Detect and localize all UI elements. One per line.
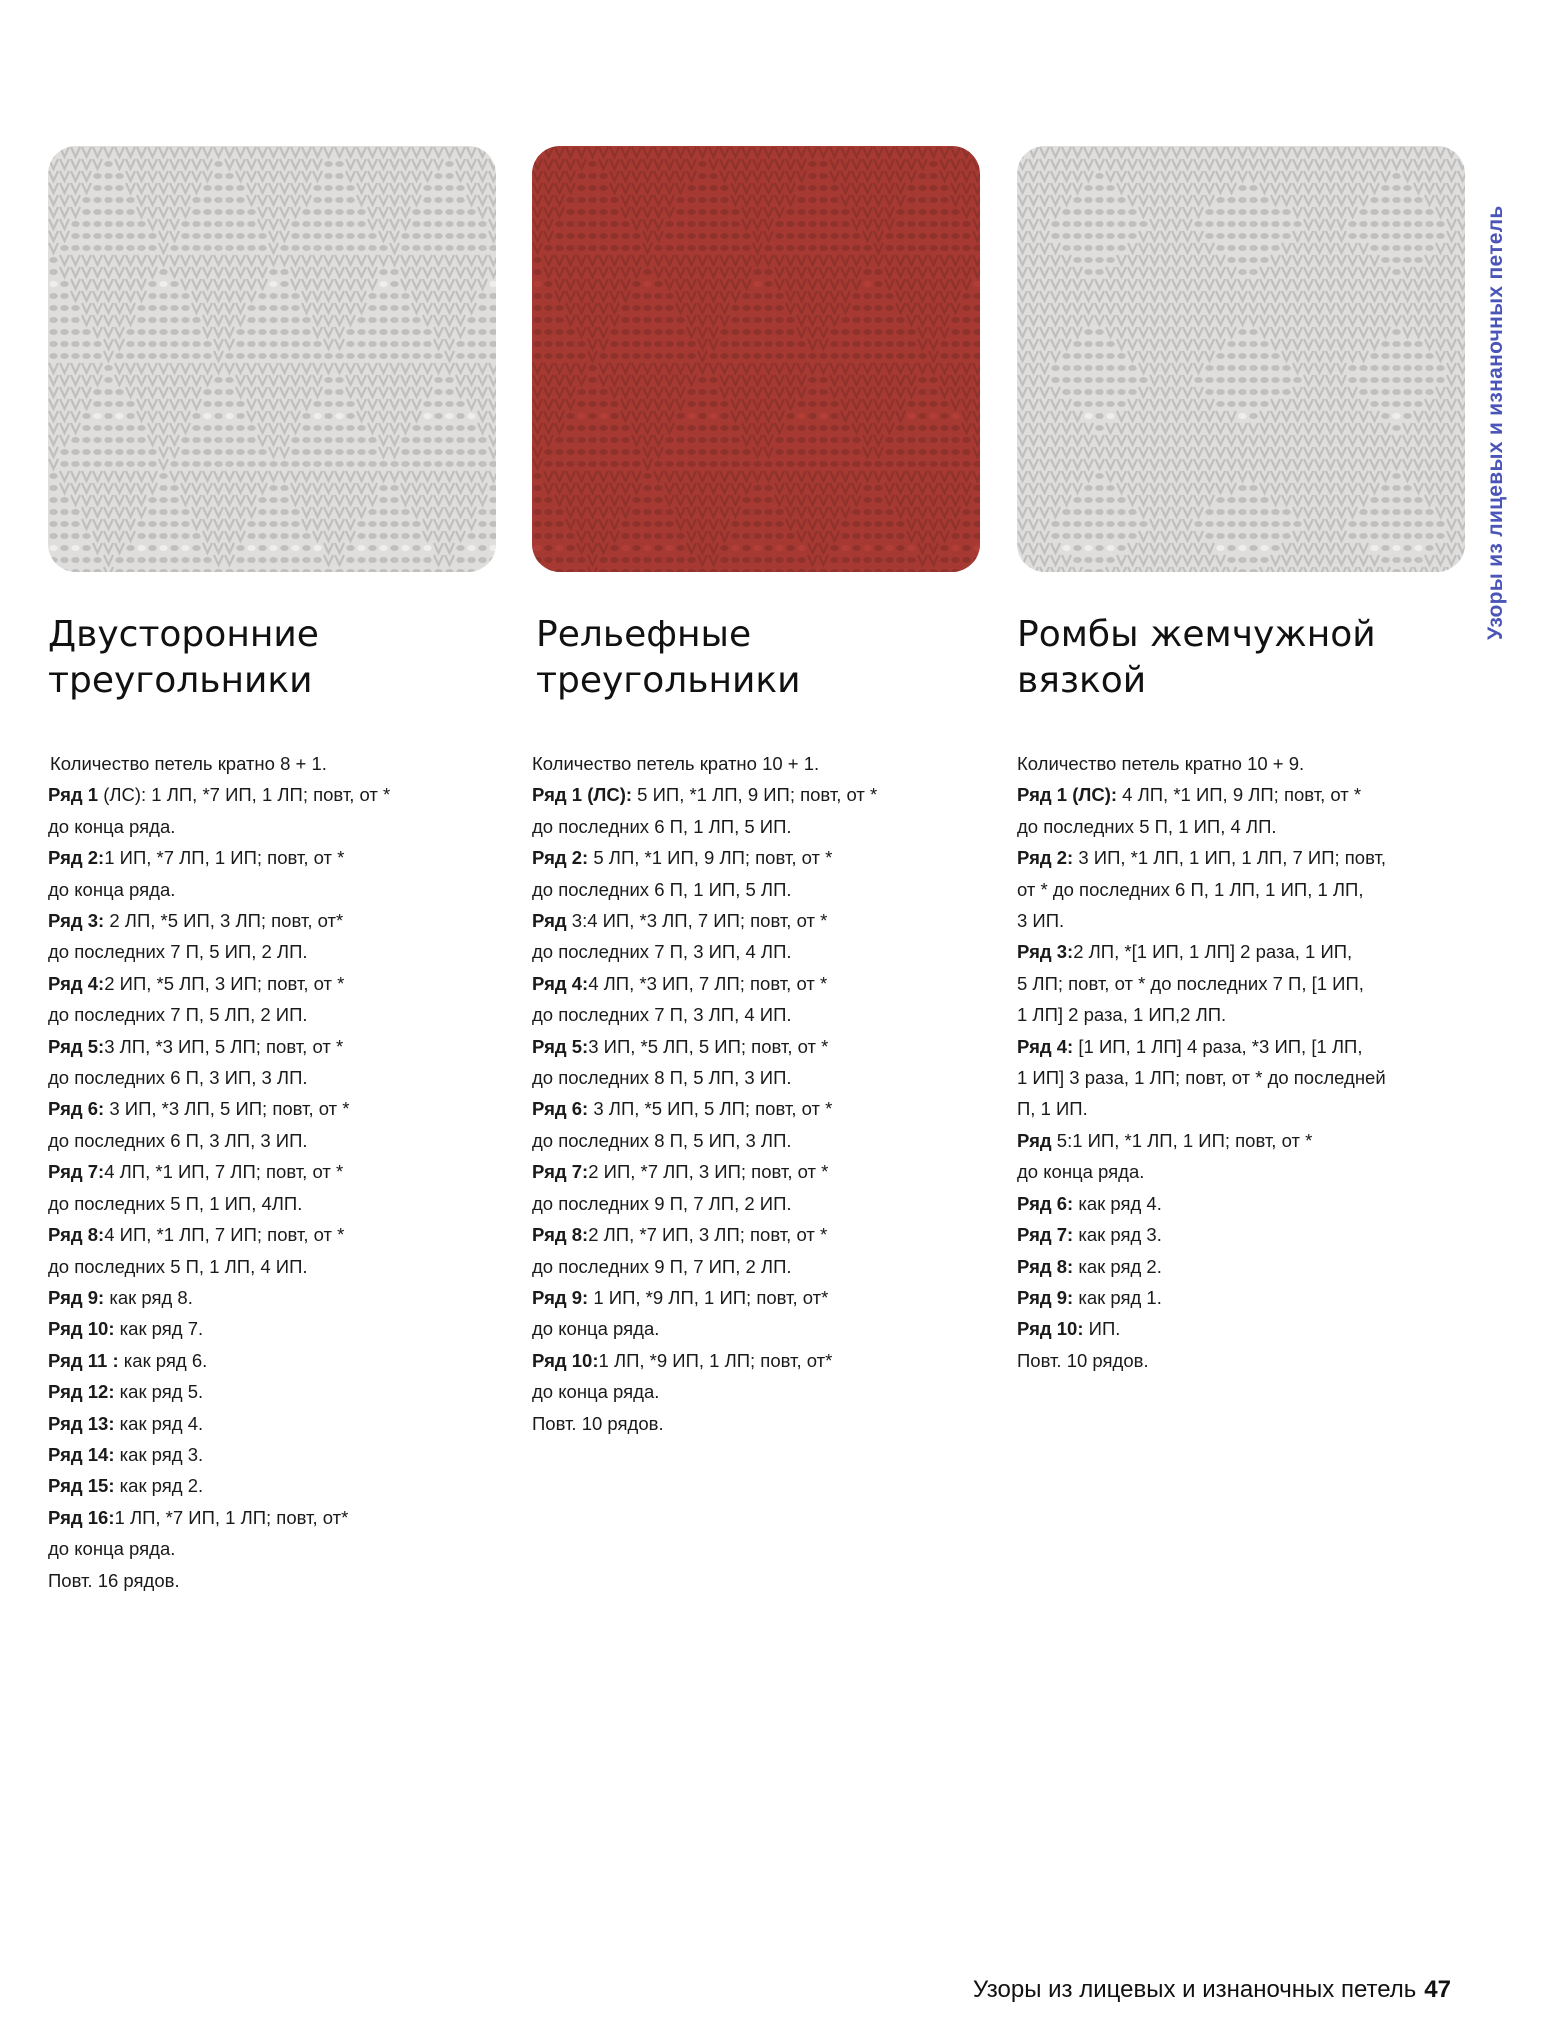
row-text: до конца ряда.: [532, 1381, 660, 1403]
row-text: [1 ИП, 1 ЛП] 4 раза, *3 ИП, [1 ЛП,: [1073, 1035, 1363, 1057]
instruction-line: [1017, 1093, 1487, 1124]
row-text: 5:1 ИП, *1 ЛП, 1 ИП; повт, от *: [1051, 1129, 1313, 1151]
row-text: до последних 9 П, 7 ИП, 2 ЛП.: [532, 1255, 792, 1277]
row-text: 3:4 ИП, *3 ЛП, 7 ИП; повт, от *: [566, 910, 828, 932]
instruction-line: [1017, 1219, 1487, 1250]
row-text: как ряд 2.: [114, 1475, 204, 1497]
row-label: Ряд 1: [48, 784, 99, 806]
instruction-line: [1017, 748, 1487, 779]
instruction-line: [48, 748, 518, 779]
knit-texture: [1017, 146, 1465, 572]
row-text: как ряд 1.: [1073, 1286, 1162, 1308]
row-text: до последних 7 П, 5 ИП, 2 ЛП.: [48, 941, 308, 963]
instruction-line: [48, 968, 518, 999]
row-text: от * до последних 6 П, 1 ЛП, 1 ИП, 1 ЛП,: [1017, 878, 1364, 900]
instruction-line: [48, 1156, 518, 1187]
row-text: до последних 6 П, 3 ЛП, 3 ИП.: [48, 1129, 308, 1151]
row-text: Повт. 10 рядов.: [532, 1412, 664, 1434]
row-text: Количество петель кратно 10 + 1.: [532, 753, 820, 774]
row-text: до конца ряда.: [48, 1538, 176, 1560]
instruction-line: [48, 779, 518, 810]
row-label: Ряд 5:: [532, 1035, 589, 1057]
row-label: Ряд 3:: [48, 910, 105, 932]
row-label: Ряд 8:: [48, 1224, 105, 1246]
row-text: до конца ряда.: [48, 815, 176, 837]
row-label: Ряд 10:: [532, 1349, 599, 1371]
instruction-line: [1017, 1188, 1487, 1219]
row-text: 1 ИП, *7 ЛП, 1 ИП; повт, от *: [104, 847, 345, 869]
row-text: как ряд 8.: [104, 1286, 193, 1308]
instruction-line: [48, 1093, 518, 1124]
pattern-instructions-2: [532, 748, 1002, 1439]
row-text: Повт. 10 рядов.: [1017, 1349, 1149, 1371]
row-text: до последних 8 П, 5 ЛП, 3 ИП.: [532, 1067, 792, 1089]
row-text: 2 ЛП, *7 ИП, 3 ЛП; повт, от *: [588, 1224, 828, 1246]
row-text: до последних 7 П, 3 ЛП, 4 ИП.: [532, 1004, 792, 1026]
swatch-photo-3: [1017, 146, 1465, 572]
instruction-line: [48, 1533, 518, 1564]
row-label: Ряд 5:: [48, 1035, 105, 1057]
row-text: 4 ЛП, *1 ИП, 9 ЛП; повт, от *: [1117, 784, 1362, 806]
row-label: Ряд 11 :: [48, 1349, 119, 1371]
instruction-line: [48, 1376, 518, 1407]
instruction-line: [48, 1345, 518, 1376]
row-label: Ряд 6:: [48, 1098, 105, 1120]
instruction-line: [532, 1282, 1002, 1313]
row-text: до последних 6 П, 3 ИП, 3 ЛП.: [48, 1067, 308, 1089]
instruction-line: [1017, 811, 1487, 842]
row-label: Ряд 1 (ЛС):: [1017, 784, 1118, 806]
row-label: Ряд 7:: [48, 1161, 105, 1183]
instruction-line: [48, 936, 518, 967]
row-text: 4 ЛП, *1 ИП, 7 ЛП; повт, от *: [104, 1161, 344, 1183]
row-text: Повт. 16 рядов.: [48, 1569, 180, 1591]
row-text: 1 ИП, *9 ЛП, 1 ИП; повт, от*: [588, 1286, 829, 1308]
row-label: Ряд 10:: [48, 1318, 115, 1340]
instruction-line: [532, 936, 1002, 967]
row-text: 1 ЛП] 2 раза, 1 ИП,2 ЛП.: [1017, 1004, 1227, 1026]
row-text: до последних 5 П, 1 ЛП, 4 ИП.: [48, 1255, 308, 1277]
instruction-line: [532, 905, 1002, 936]
instruction-line: [48, 1188, 518, 1219]
pattern-instructions-1: [48, 748, 518, 1596]
row-text: до последних 8 П, 5 ИП, 3 ЛП.: [532, 1129, 792, 1151]
instruction-line: [532, 1345, 1002, 1376]
row-label: Ряд: [532, 910, 567, 932]
instruction-line: [48, 999, 518, 1030]
instruction-line: [1017, 968, 1487, 999]
instruction-line: [1017, 1031, 1487, 1062]
row-label: Ряд 4:: [532, 972, 589, 994]
row-text: как ряд 2.: [1073, 1255, 1162, 1277]
row-text: 3 ИП, *1 ЛП, 1 ИП, 1 ЛП, 7 ИП; повт,: [1073, 847, 1387, 869]
row-label: Ряд 13:: [48, 1412, 115, 1434]
row-text: до последних 6 П, 1 ЛП, 5 ИП.: [532, 815, 792, 837]
instruction-line: [532, 874, 1002, 905]
row-text: 5 ИП, *1 ЛП, 9 ИП; повт, от *: [632, 784, 878, 806]
row-label: Ряд 4:: [48, 972, 105, 994]
instruction-line: [48, 1470, 518, 1501]
row-text: 1 ЛП, *9 ИП, 1 ЛП; повт, от*: [598, 1349, 833, 1371]
instruction-line: [48, 1439, 518, 1470]
row-text: ИП.: [1083, 1318, 1121, 1340]
pattern-title-1: Двусторонние треугольники: [48, 614, 319, 701]
row-text: до последних 9 П, 7 ЛП, 2 ИП.: [532, 1192, 792, 1214]
row-text: до последних 7 П, 3 ИП, 4 ЛП.: [532, 941, 792, 963]
instruction-line: [532, 1093, 1002, 1124]
instruction-line: [48, 1031, 518, 1062]
instruction-line: [48, 1219, 518, 1250]
instruction-line: [532, 1251, 1002, 1282]
instruction-line: [532, 779, 1002, 810]
instruction-line: [532, 1188, 1002, 1219]
pattern-column-2: [532, 146, 1002, 1439]
row-text: 1 ЛП, *7 ИП, 1 ЛП; повт, от*: [114, 1506, 349, 1528]
instruction-line: [48, 1313, 518, 1344]
row-label: Ряд 15:: [48, 1475, 115, 1497]
row-label: Ряд 6:: [532, 1098, 589, 1120]
instruction-line: [1017, 999, 1487, 1030]
row-text: 5 ЛП, *1 ИП, 9 ЛП; повт, от *: [588, 847, 833, 869]
instruction-line: [1017, 1282, 1487, 1313]
instruction-line: [1017, 1251, 1487, 1282]
instruction-line: [532, 1408, 1002, 1439]
row-label: Ряд 14:: [48, 1443, 115, 1465]
row-text: 3 ЛП, *3 ИП, 5 ЛП; повт, от *: [104, 1035, 344, 1057]
row-text: 2 ЛП, *[1 ИП, 1 ЛП] 2 раза, 1 ИП,: [1073, 941, 1353, 963]
row-label: Ряд 8:: [1017, 1255, 1074, 1277]
knit-texture: [48, 146, 496, 572]
row-label: Ряд 10:: [1017, 1318, 1084, 1340]
instruction-line: [48, 874, 518, 905]
row-label: Ряд 12:: [48, 1381, 115, 1403]
row-text: до последних 7 П, 5 ЛП, 2 ИП.: [48, 1004, 308, 1026]
row-text: до последних 5 П, 1 ИП, 4ЛП.: [48, 1192, 303, 1214]
row-text: 3 ИП, *3 ЛП, 5 ИП; повт, от *: [104, 1098, 350, 1120]
row-text: до конца ряда.: [532, 1318, 660, 1340]
instruction-line: [48, 1062, 518, 1093]
instruction-line: [532, 1031, 1002, 1062]
row-text: Количество петель кратно 8 + 1.: [50, 753, 327, 774]
instruction-line: [1017, 1062, 1487, 1093]
instruction-line: [1017, 1125, 1487, 1156]
row-text: до конца ряда.: [1017, 1161, 1145, 1183]
instruction-line: [532, 811, 1002, 842]
instruction-line: [48, 1502, 518, 1533]
instruction-line: [532, 1376, 1002, 1407]
row-text: 5 ЛП; повт, от * до последних 7 П, [1 ИП,: [1017, 972, 1364, 994]
page-footer: [973, 1976, 1451, 2004]
instruction-line: [532, 748, 1002, 779]
row-text: как ряд 4.: [114, 1412, 204, 1434]
row-text: 1 ИП] 3 раза, 1 ЛП; повт, от * до последней: [1017, 1067, 1386, 1089]
row-text: (ЛС): 1 ЛП, *7 ИП, 1 ЛП; повт, от *: [98, 784, 391, 806]
swatch-photo-2: [532, 146, 980, 572]
row-label: Ряд 6:: [1017, 1192, 1074, 1214]
instruction-line: [48, 1125, 518, 1156]
row-text: до последних 5 П, 1 ИП, 4 ЛП.: [1017, 815, 1277, 837]
row-text: до последних 6 П, 1 ИП, 5 ЛП.: [532, 878, 792, 900]
swatch-photo-1: [48, 146, 496, 572]
instruction-line: [1017, 936, 1487, 967]
instruction-line: [532, 1125, 1002, 1156]
knit-texture: [532, 146, 980, 572]
row-text: 3 ИП.: [1017, 910, 1065, 932]
row-text: 3 ЛП, *5 ИП, 5 ЛП; повт, от *: [588, 1098, 833, 1120]
instruction-line: [48, 1408, 518, 1439]
instruction-line: [48, 811, 518, 842]
pattern-column-1: [48, 146, 518, 1596]
row-label: Ряд 3:: [1017, 941, 1074, 963]
footer-section-title: Узоры из лицевых и изнаночных петель: [972, 1976, 1417, 2003]
row-label: Ряд 4:: [1017, 1035, 1074, 1057]
instruction-line: [532, 1062, 1002, 1093]
row-label: Ряд 7:: [1017, 1224, 1074, 1246]
instruction-line: [532, 999, 1002, 1030]
row-label: Ряд 1 (ЛС):: [532, 784, 633, 806]
row-text: как ряд 7.: [114, 1318, 204, 1340]
row-text: как ряд 6.: [118, 1349, 208, 1371]
instruction-line: [1017, 842, 1487, 873]
side-section-title: Узоры из лицевых и изнаночных петель: [1484, 205, 1507, 640]
row-label: Ряд 2:: [1017, 847, 1074, 869]
instruction-line: [532, 1156, 1002, 1187]
instruction-line: [532, 1313, 1002, 1344]
row-text: Количество петель кратно 10 + 9.: [1017, 753, 1305, 774]
page-number: 47: [1424, 1976, 1451, 2003]
instruction-line: [532, 842, 1002, 873]
instruction-line: [48, 1565, 518, 1596]
row-label: Ряд 9:: [1017, 1286, 1074, 1308]
row-text: П, 1 ИП.: [1017, 1098, 1088, 1120]
pattern-column-3: [1017, 146, 1487, 1376]
instruction-line: [532, 1219, 1002, 1250]
instruction-line: [48, 842, 518, 873]
instruction-line: [48, 1282, 518, 1313]
row-label: Ряд 9:: [532, 1286, 589, 1308]
row-text: 2 ИП, *7 ЛП, 3 ИП; повт, от *: [588, 1161, 829, 1183]
row-label: Ряд 2:: [48, 847, 105, 869]
row-label: Ряд: [1017, 1129, 1052, 1151]
row-text: как ряд 3.: [114, 1443, 204, 1465]
row-label: Ряд 16:: [48, 1506, 115, 1528]
instruction-line: [1017, 874, 1487, 905]
pattern-title-3: Ромбы жемчужной вязкой: [1017, 614, 1376, 701]
row-text: 4 ИП, *1 ЛП, 7 ИП; повт, от *: [104, 1224, 345, 1246]
row-label: Ряд 2:: [532, 847, 589, 869]
row-text: 2 ИП, *5 ЛП, 3 ИП; повт, от *: [104, 972, 345, 994]
row-text: 4 ЛП, *3 ИП, 7 ЛП; повт, от *: [588, 972, 828, 994]
pattern-title-2: Рельефные треугольники: [536, 614, 801, 701]
instruction-line: [48, 905, 518, 936]
row-text: 3 ИП, *5 ЛП, 5 ИП; повт, от *: [588, 1035, 829, 1057]
row-label: Ряд 9:: [48, 1286, 105, 1308]
row-text: как ряд 5.: [114, 1381, 204, 1403]
row-label: Ряд 8:: [532, 1224, 589, 1246]
instruction-line: [1017, 1313, 1487, 1344]
row-text: как ряд 4.: [1073, 1192, 1162, 1214]
row-text: до конца ряда.: [48, 878, 176, 900]
instruction-line: [1017, 905, 1487, 936]
instruction-line: [1017, 1156, 1487, 1187]
instruction-line: [1017, 779, 1487, 810]
pattern-instructions-3: [1017, 748, 1487, 1376]
row-text: 2 ЛП, *5 ИП, 3 ЛП; повт, от*: [104, 910, 344, 932]
instruction-line: [532, 968, 1002, 999]
row-text: как ряд 3.: [1073, 1224, 1162, 1246]
row-label: Ряд 7:: [532, 1161, 589, 1183]
instruction-line: [48, 1251, 518, 1282]
instruction-line: [1017, 1345, 1487, 1376]
